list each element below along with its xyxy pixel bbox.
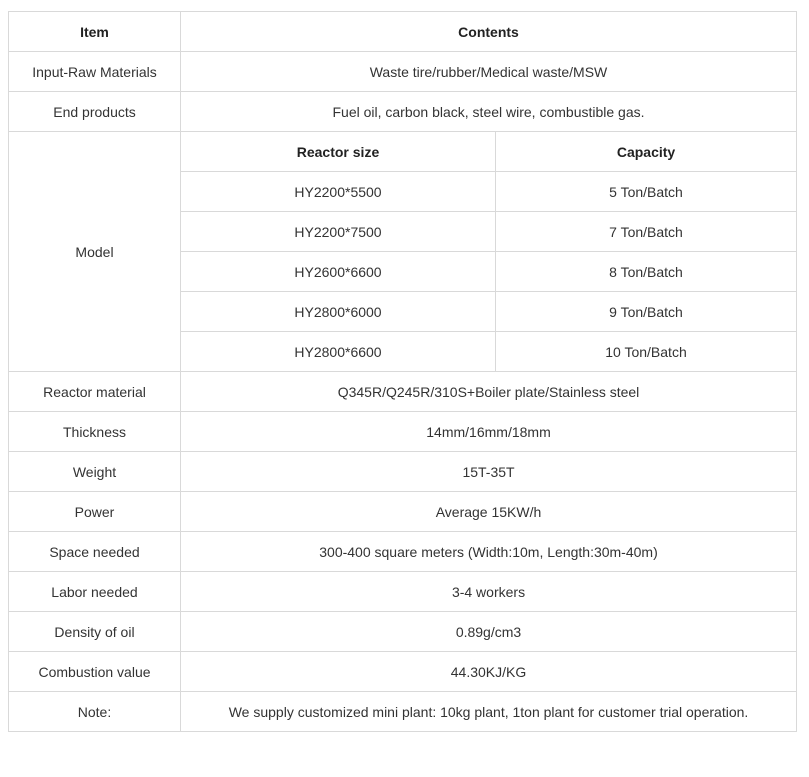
spec-table <box>8 11 797 732</box>
row-value: 14mm/16mm/18mm <box>181 412 797 452</box>
reactor-size-header: Reactor size <box>181 132 496 172</box>
reactor-size-cell: HY2200*5500 <box>181 172 496 212</box>
row-label: Weight <box>9 452 181 492</box>
row-value: Fuel oil, carbon black, steel wire, combustible gas. <box>181 92 797 132</box>
table-row <box>9 692 797 732</box>
row-value: 3-4 workers <box>181 572 797 612</box>
model-label: Model <box>9 132 181 372</box>
reactor-size-cell: HY2800*6000 <box>181 292 496 332</box>
row-label: Reactor material <box>9 372 181 412</box>
table-row <box>9 92 797 132</box>
capacity-cell: 10 Ton/Batch <box>496 332 797 372</box>
row-label: Input-Raw Materials <box>9 52 181 92</box>
reactor-size-cell: HY2200*7500 <box>181 212 496 252</box>
row-label: Space needed <box>9 532 181 572</box>
row-value: Waste tire/rubber/Medical waste/MSW <box>181 52 797 92</box>
table-row <box>9 532 797 572</box>
capacity-cell: 7 Ton/Batch <box>496 212 797 252</box>
row-label: Density of oil <box>9 612 181 652</box>
table-row <box>9 492 797 532</box>
table-row <box>9 612 797 652</box>
table-row <box>9 572 797 612</box>
row-value: 0.89g/cm3 <box>181 612 797 652</box>
row-value: 44.30KJ/KG <box>181 652 797 692</box>
table-row <box>9 372 797 412</box>
table-row <box>9 652 797 692</box>
table-row <box>9 452 797 492</box>
header-contents: Contents <box>181 12 797 52</box>
capacity-header: Capacity <box>496 132 797 172</box>
model-subheader-row <box>9 132 797 172</box>
row-value: We supply customized mini plant: 10kg plant, 1ton plant for customer trial operation. <box>181 692 797 732</box>
row-value: Average 15KW/h <box>181 492 797 532</box>
row-label: Power <box>9 492 181 532</box>
capacity-cell: 9 Ton/Batch <box>496 292 797 332</box>
row-label: Labor needed <box>9 572 181 612</box>
capacity-cell: 5 Ton/Batch <box>496 172 797 212</box>
row-value: Q345R/Q245R/310S+Boiler plate/Stainless steel <box>181 372 797 412</box>
table-row <box>9 52 797 92</box>
capacity-cell: 8 Ton/Batch <box>496 252 797 292</box>
row-label: Thickness <box>9 412 181 452</box>
reactor-size-cell: HY2600*6600 <box>181 252 496 292</box>
row-label: Combustion value <box>9 652 181 692</box>
row-value: 300-400 square meters (Width:10m, Length:30m-40m) <box>181 532 797 572</box>
header-item: Item <box>9 12 181 52</box>
row-label: Note: <box>9 692 181 732</box>
row-label: End products <box>9 92 181 132</box>
reactor-size-cell: HY2800*6600 <box>181 332 496 372</box>
row-value: 15T-35T <box>181 452 797 492</box>
header-row <box>9 12 797 52</box>
table-row <box>9 412 797 452</box>
